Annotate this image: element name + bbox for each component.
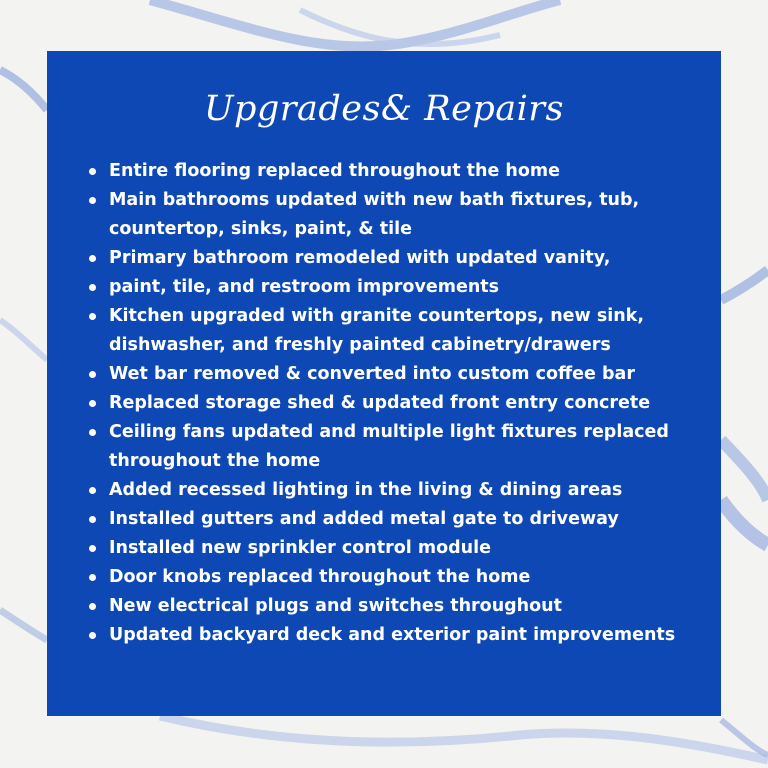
list-item-text: Main bathrooms updated with new bath fixtures, tub, countertop, sinks, paint, & tile: [109, 190, 640, 239]
list-item: [87, 621, 707, 650]
list-item: [87, 505, 707, 534]
list-item: [87, 244, 707, 273]
bullet-icon: [89, 313, 96, 320]
list-item-text: Installed gutters and added metal gate to driveway: [109, 509, 619, 529]
list-item-text: Primary bathroom remodeled with updated vanity,: [109, 248, 611, 268]
panel-title: Upgrades& Repairs: [204, 89, 564, 129]
bullet-icon: [89, 487, 96, 494]
list-item-text: New electrical plugs and switches throughout: [109, 596, 562, 616]
bullet-icon: [89, 168, 96, 175]
list-item: [87, 273, 707, 302]
bullet-icon: [89, 632, 96, 639]
list-item: [87, 534, 707, 563]
list-item-text: Replaced storage shed & updated front entry concrete: [109, 393, 651, 413]
bullet-icon: [89, 429, 96, 436]
list-item-text: Kitchen upgraded with granite countertops, new sink, dishwasher, and freshly painted cabinetry/drawers: [109, 306, 644, 355]
list-item: [87, 476, 707, 505]
list-item-text: Added recessed lighting in the living & dining areas: [109, 480, 623, 500]
list-item-text: Updated backyard deck and exterior paint improvements: [109, 625, 676, 645]
bullet-icon: [89, 400, 96, 407]
list-item: [87, 592, 707, 621]
list-item: [87, 563, 707, 592]
list-item-text: Wet bar removed & converted into custom coffee bar: [109, 364, 635, 384]
bullet-icon: [89, 516, 96, 523]
bullet-icon: [89, 284, 96, 291]
upgrades-list: [87, 157, 707, 650]
list-item: [87, 157, 707, 186]
bullet-icon: [89, 574, 96, 581]
list-item: [87, 360, 707, 389]
bullet-icon: [89, 545, 96, 552]
bullet-icon: [89, 255, 96, 262]
list-item-text: Door knobs replaced throughout the home: [109, 567, 531, 587]
list-item-text: Entire flooring replaced throughout the home: [109, 161, 561, 181]
list-item-text: Ceiling fans updated and multiple light fixtures replaced throughout the home: [109, 422, 669, 471]
list-item-text: Installed new sprinkler control module: [109, 538, 491, 558]
bullet-icon: [89, 371, 96, 378]
bullet-icon: [89, 197, 96, 204]
list-item: [87, 389, 707, 418]
bullet-icon: [89, 603, 96, 610]
content-panel: [47, 51, 721, 716]
list-item-text: paint, tile, and restroom improvements: [109, 277, 500, 297]
list-item: [87, 186, 707, 244]
list-item: [87, 418, 707, 476]
list-item: [87, 302, 707, 360]
